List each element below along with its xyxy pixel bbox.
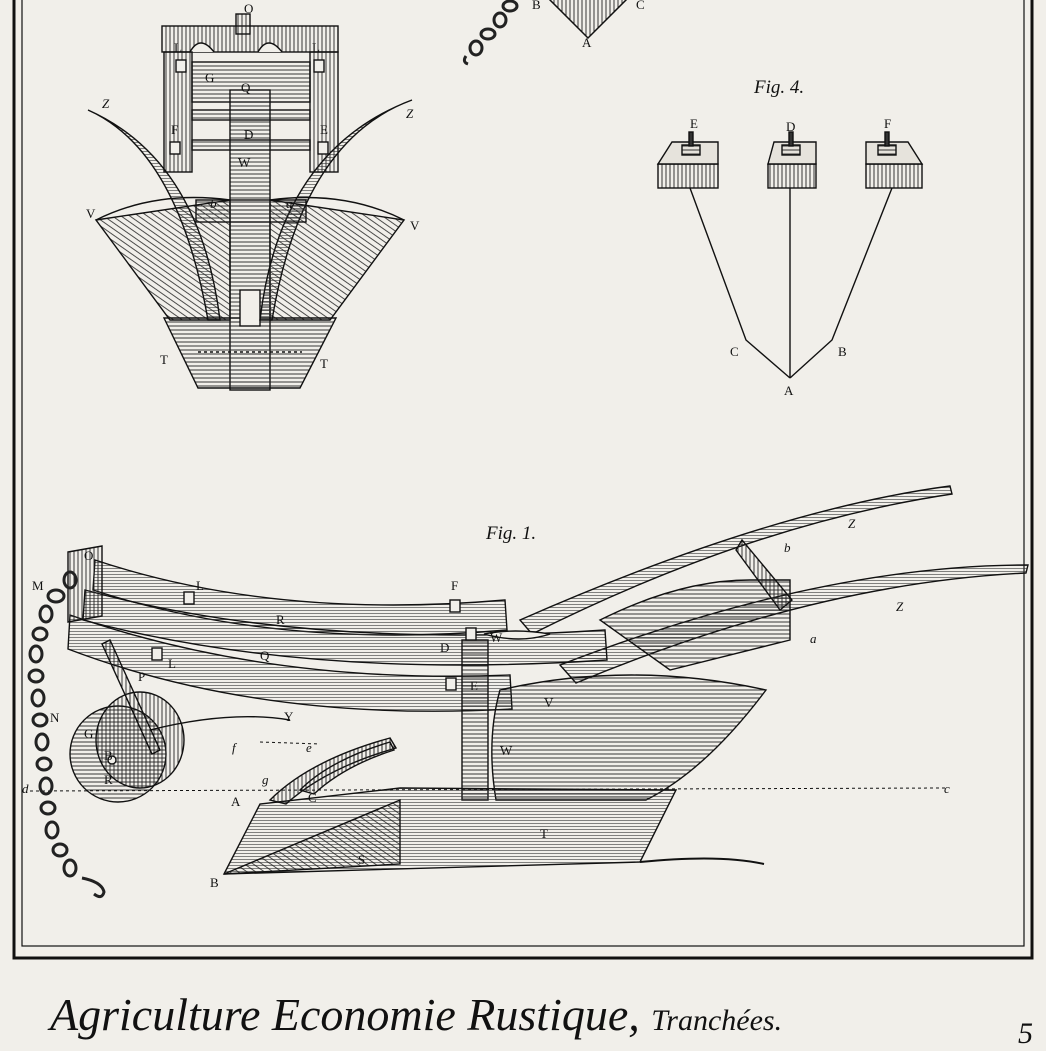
fig-1-label: V	[544, 695, 554, 710]
fig-4-caption: Fig. 4.	[754, 77, 805, 98]
fig-1-label: B	[210, 875, 219, 890]
fig-1-label: M	[32, 578, 44, 593]
fig-4-block-f	[866, 132, 922, 188]
fig-1-label: F	[451, 578, 459, 593]
fig-1-label: f	[232, 740, 236, 755]
fig-top-label: F	[171, 122, 179, 137]
fig-1-label: a	[810, 631, 817, 646]
fig-top-label: Z	[102, 96, 110, 111]
fig-partial-label: B	[532, 0, 541, 12]
fig-1-label: N	[50, 710, 60, 725]
fig-1-label: C	[308, 790, 317, 805]
fig-1-label: R	[276, 612, 285, 627]
fig-4-block-d	[768, 132, 816, 188]
fig-partial-label: A	[582, 35, 592, 50]
fig-1-label: D	[440, 640, 450, 655]
fig-1-label: L	[168, 656, 176, 671]
fig-4-label: A	[784, 383, 794, 398]
fig-1-label: e	[306, 740, 312, 755]
fig-top-label: L	[174, 40, 182, 55]
fig-1-label: P	[138, 669, 146, 684]
fig-4-label: D	[786, 119, 796, 134]
fig-top-label: Z	[406, 106, 414, 121]
fig-4-label: B	[838, 344, 847, 359]
fig-4-label: F	[884, 116, 892, 131]
fig-1-label: B	[104, 748, 113, 763]
fig-partial-wedge	[464, 0, 644, 64]
fig-top-label: E	[320, 122, 328, 137]
fig-1-label: T	[540, 826, 548, 841]
fig-1-label: Z	[848, 516, 856, 531]
fig-top-label: a	[286, 196, 293, 211]
fig-1-label: Y	[284, 709, 294, 724]
fig-top-label: V	[86, 206, 96, 221]
plate-title	[50, 985, 980, 1045]
fig-top-label: b	[210, 196, 217, 211]
plate-title-subtitle: Tranchées.	[651, 1004, 783, 1037]
fig-1-label: L	[196, 578, 204, 593]
fig-top-label: V	[410, 218, 420, 233]
fig-1-label: b	[784, 540, 791, 555]
fig-1-label: c	[944, 781, 950, 796]
fig-1-label: Q	[260, 648, 270, 663]
fig-1-drawing	[29, 486, 1028, 897]
fig-top-plough-drawing	[88, 14, 412, 390]
fig-1-label: E	[470, 678, 478, 693]
fig-top-label: Q	[241, 80, 251, 95]
plate-number: 5	[1018, 1017, 1033, 1050]
fig-top-label: T	[320, 356, 328, 371]
fig-1-caption: Fig. 1.	[486, 523, 537, 544]
fig-4-label: C	[730, 344, 739, 359]
fig-1-label: W	[490, 630, 503, 645]
fig-top-label: O	[244, 1, 254, 16]
fig-partial-label: C	[636, 0, 645, 12]
fig-top-label: W	[238, 155, 251, 170]
fig-top-label: G	[205, 70, 215, 85]
fig-1-label: R	[104, 772, 113, 787]
fig-1-label: W	[500, 743, 513, 758]
chain-fragment	[464, 1, 517, 64]
fig-1-label: G	[84, 726, 94, 741]
fig-4-label: E	[690, 116, 698, 131]
fig-1-label: O	[84, 548, 94, 563]
fig-1-label: A	[231, 794, 241, 809]
fig-4-block-e	[658, 132, 718, 188]
plate-title-main: Agriculture Economie Rustique,	[50, 989, 640, 1040]
fig-1-label: S	[358, 852, 366, 867]
fig-1-label: g	[262, 772, 269, 787]
fig-1-label: Z	[896, 599, 904, 614]
fig-top-label: T	[160, 352, 168, 367]
fig-1-label: d	[22, 781, 29, 796]
fig-top-label: L	[312, 40, 320, 55]
fig-top-label: D	[244, 127, 254, 142]
